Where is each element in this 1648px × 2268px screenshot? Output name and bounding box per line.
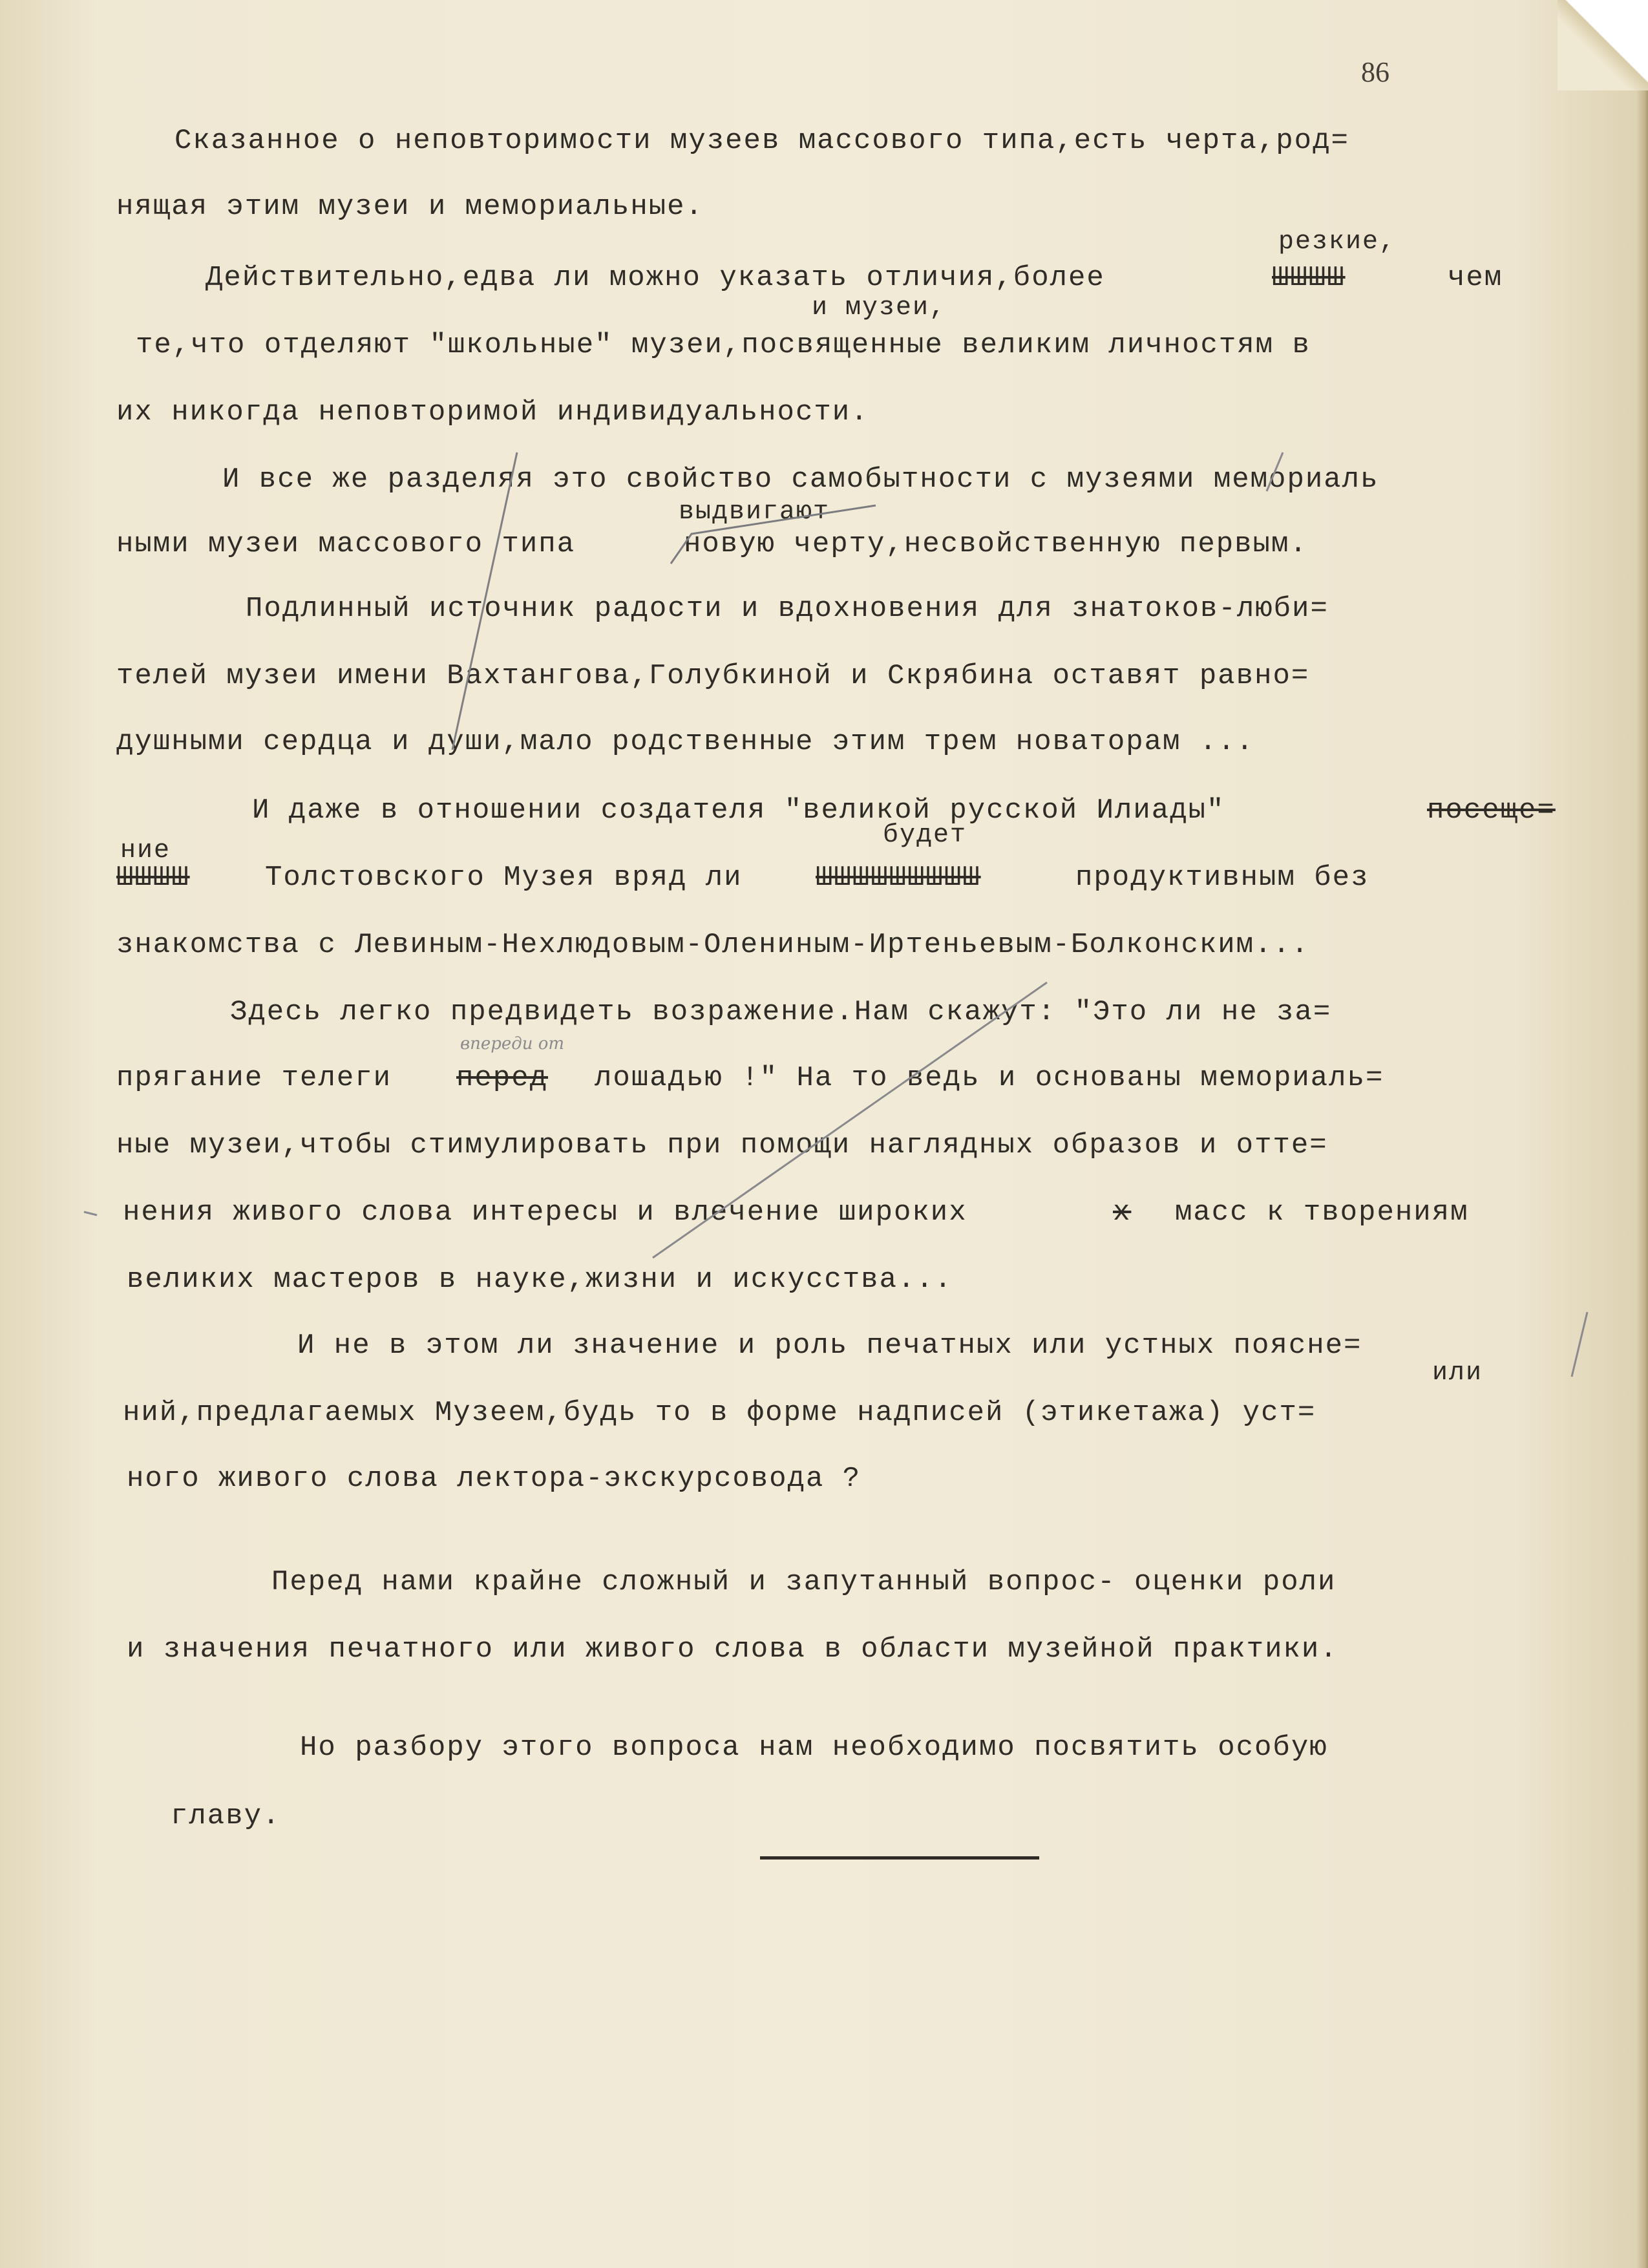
pencil-stroke [653, 982, 1047, 1258]
struck-word: ШШШШШШШШШ [816, 862, 981, 894]
text-line: чем [1448, 262, 1503, 294]
text-line: их никогда неповторимой индивидуальности. [116, 396, 869, 429]
text-line: Но разбору этого вопроса нам необходимо посвятить особую [300, 1732, 1328, 1764]
text-line: ний,предлагаемых Музеем,будь то в форме надписей (этикетажа) уст= [123, 1397, 1316, 1429]
struck-word: посеще= [1427, 794, 1556, 827]
text-line: прягание телеги [116, 1062, 392, 1094]
text-line: ного живого слова лектора-экскурсовода ? [127, 1463, 861, 1495]
text-line: нящая этим музеи и мемориальные. [116, 191, 704, 223]
typed-insertion: выдвигают [679, 498, 830, 527]
typed-insertion: будет [883, 821, 967, 850]
typed-insertion: ние [120, 836, 171, 865]
text-line: Подлинный источник радости и вдохновения для знатоков-люби= [246, 593, 1329, 625]
pencil-insert-mark [671, 505, 876, 564]
text-line: ными музеи массового типа [116, 528, 576, 560]
text-line: И даже в отношении создателя "великой русской Илиады" [252, 794, 1225, 827]
page-number: 86 [1361, 56, 1389, 88]
text-line: главу. [171, 1800, 281, 1832]
text-line: Перед нами крайне сложный и запутанный вопрос- оценки роли [271, 1566, 1336, 1598]
text-line: те,что отделяют "школьные" музеи,посвященные великим личностям в [136, 329, 1311, 361]
text-line: Здесь легко предвидеть возражение.Нам скажут: "Это ли не за= [230, 996, 1332, 1028]
pencil-stroke [452, 452, 517, 750]
typed-insertion: или [1432, 1359, 1483, 1388]
struck-word: перед [456, 1062, 549, 1094]
pencil-stroke [1572, 1312, 1587, 1377]
text-line: И не в этом ли значение и роль печатных или устных поясне= [297, 1330, 1362, 1362]
text-line: знакомства с Левиным-Нехлюдовым-Олениным-Иртеньевым-Болконским... [116, 929, 1310, 961]
struck-word: ШШШШ [1272, 262, 1346, 294]
struck-word: х [1113, 1196, 1132, 1229]
pencil-stroke [84, 1212, 97, 1215]
text-line: и значения печатного или живого слова в области музейной практики. [127, 1633, 1338, 1666]
text-line: великих мастеров в науке,жизни и искусства... [127, 1264, 953, 1296]
text-line: новую черту,несвойственную первым. [684, 528, 1308, 560]
text-line: И все же разделяя это свойство самобытности с музеями мемориаль [222, 463, 1379, 496]
typed-insertion: резкие, [1278, 228, 1397, 257]
text-line: лошадью !" На то ведь и основаны мемориаль= [595, 1062, 1384, 1094]
pencil-stroke [1267, 452, 1283, 491]
text-line: ные музеи,чтобы стимулировать при помощи наглядных образов и отте= [116, 1129, 1328, 1161]
typed-insertion: и музеи, [812, 293, 947, 323]
text-line: Действительно,едва ли можно указать отличия,более [206, 262, 1105, 294]
text-line: Толстовского Музея вряд ли [265, 862, 743, 894]
text-line: продуктивным без [1075, 862, 1369, 894]
pencil-annotation: впереди от [460, 1034, 565, 1054]
struck-word: ШШШШ [116, 862, 190, 894]
text-line: масс к творениям [1175, 1196, 1469, 1229]
text-line: Сказанное о неповторимости музеев массового типа,есть черта,род= [174, 125, 1349, 157]
text-line: душными сердца и души,мало родственные этим трем новаторам ... [116, 726, 1255, 758]
text-line: телей музеи имени Вахтангова,Голубкиной и Скрябина оставят равно= [116, 660, 1310, 692]
text-line: нения живого слова интересы и влечение широких [123, 1196, 967, 1229]
